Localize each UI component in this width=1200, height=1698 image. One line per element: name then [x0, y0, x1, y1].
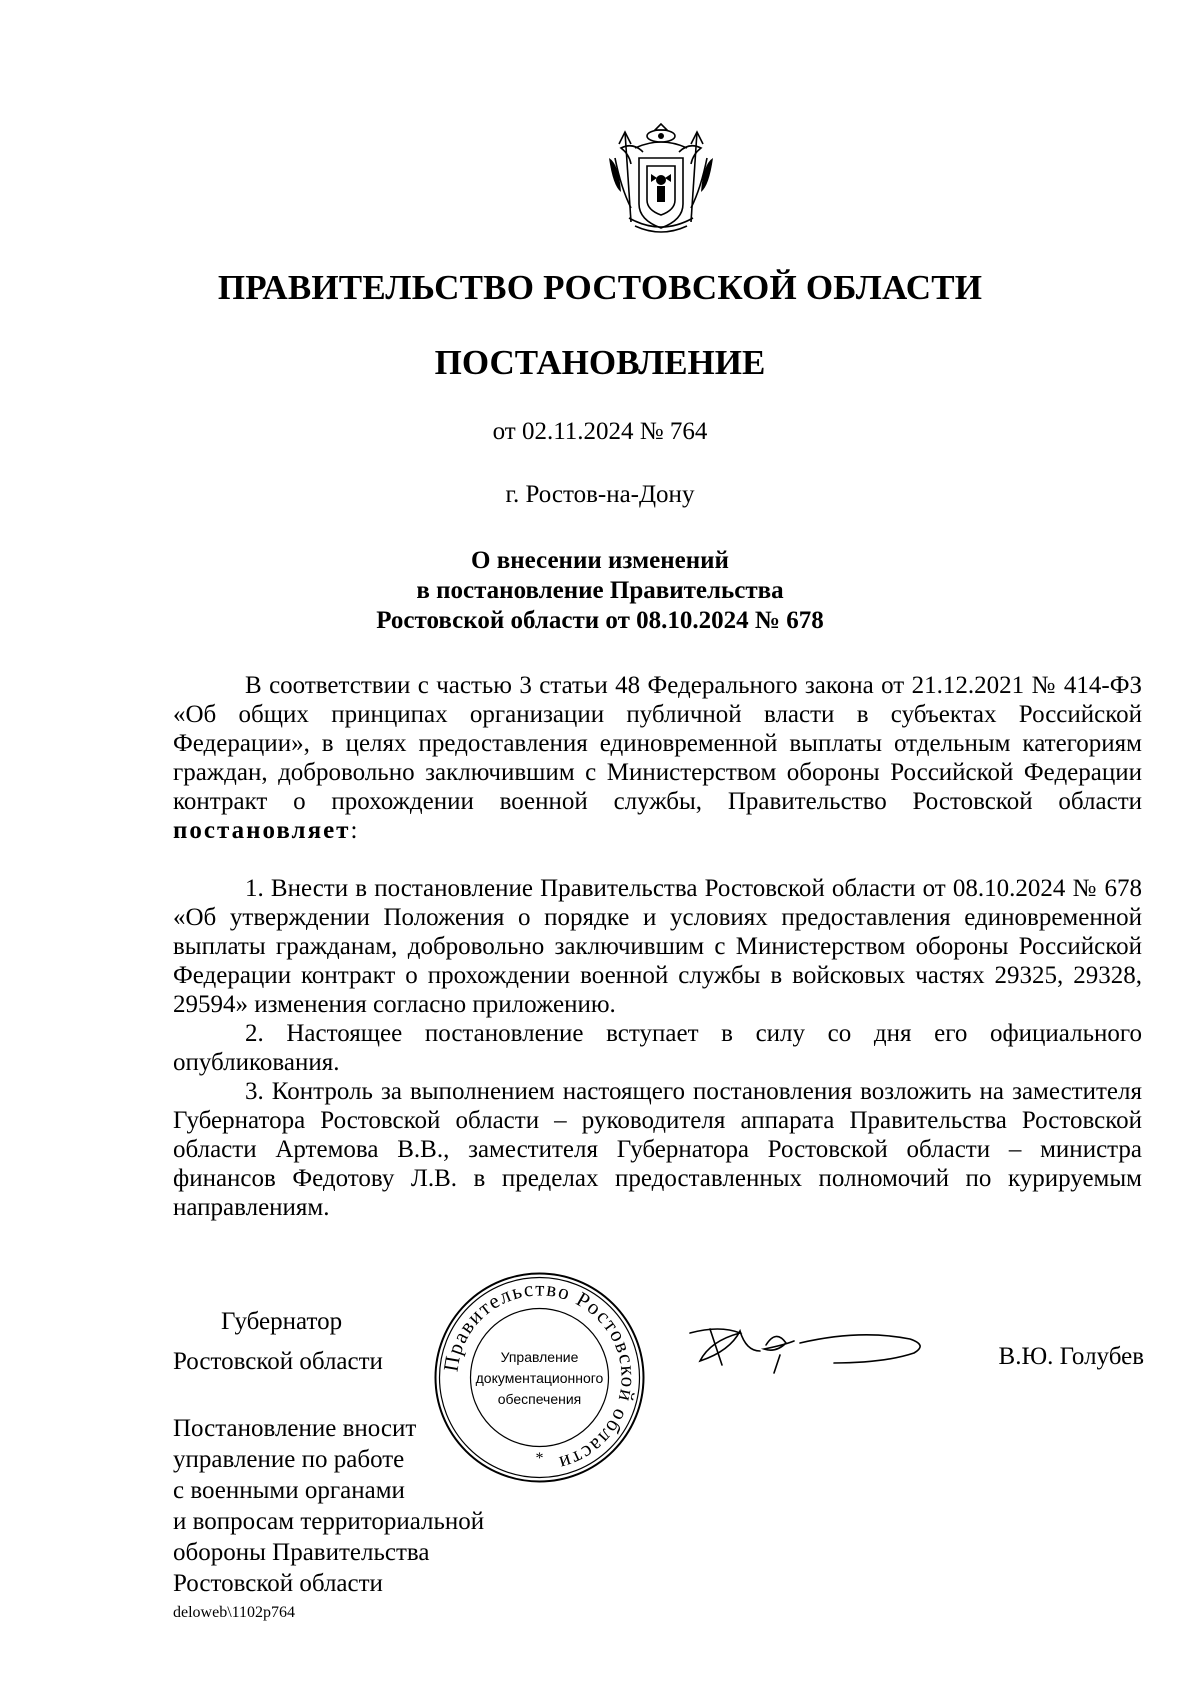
stamp-center-line: обеспечения — [497, 1391, 582, 1407]
stamp-ring-text: Правительство Ростовской области — [438, 1276, 641, 1477]
preamble-text: В соответствии с частью 3 статьи 48 Федерального закона от 21.12.2021 № 414-ФЗ «Об общих принципах организации публичной власти в субъектах Российской Федерации», в целях предоставления единовременной выплаты отдельным категориям граждан, добровольно заключившим с Министерством обороны Российской Федерации контракт о прохождении военной службы, Правительство Ростовской области — [173, 672, 1142, 815]
document-city: г. Ростов-на-Дону — [505, 481, 695, 508]
signatory-title — [173, 1302, 383, 1382]
item-paragraph-1: 1. Внести в постановление Правительства Ростовской области от 08.10.2024 № 678 «Об утверждении Положения о порядке и условиях предоставления единовременной выплаты гражданам, добровольно заключившим с Министерством обороны Российской Федерации контракт о прохождении военной службы в войсковых частях 29325, 29328, 29594» изменения согласно приложению. — [173, 875, 1142, 1018]
stamp-star: * — [535, 1450, 544, 1467]
introducer-line: с военными органами — [173, 1477, 405, 1504]
subject-line: О внесении изменений — [471, 547, 729, 574]
document-body — [173, 671, 1142, 1222]
document-date-number: от 02.11.2024 № 764 — [492, 418, 708, 445]
introducer-note — [173, 1413, 484, 1599]
subject-line: Ростовской области от 08.10.2024 № 678 — [376, 607, 824, 634]
signatory-name: В.Ю. Голубев — [998, 1343, 1144, 1370]
handwritten-signature — [680, 1315, 935, 1385]
signatory-title-line: Ростовской области — [173, 1348, 383, 1375]
decree-colon: : — [350, 817, 358, 844]
stamp-center-line: Управление — [500, 1349, 579, 1365]
signatory-title-line: Губернатор — [221, 1308, 343, 1335]
decree-word: постановляет — [173, 817, 351, 844]
introducer-line: и вопросам территориальной — [173, 1508, 485, 1535]
document-type-title: ПОСТАНОВЛЕНИЕ — [434, 343, 766, 382]
coat-of-arms-emblem — [605, 118, 717, 242]
introducer-line: обороны Правительства — [173, 1539, 430, 1566]
stamp-center-line: документационного — [475, 1370, 604, 1386]
item-paragraph-2: 2. Настоящее постановление вступает в силу со дня его официального опубликования. — [173, 1020, 1142, 1076]
introducer-line: управление по работе — [173, 1446, 405, 1473]
item-paragraph-3: 3. Контроль за выполнением настоящего постановления возложить на заместителя Губернатора Ростовской области – руководителя аппарата Правительства Ростовской области Артемова В.В., заместителя Губернатора Ростовской области – министра финансов Федотову Л.В. в пределах предоставленных полномочий по курируемым направлениям. — [173, 1078, 1142, 1221]
file-reference: deloweb\1102p764 — [173, 1604, 296, 1621]
preamble-paragraph — [173, 671, 1142, 845]
introducer-line: Ростовской области — [173, 1570, 383, 1597]
organization-title: ПРАВИТЕЛЬСТВО РОСТОВСКОЙ ОБЛАСТИ — [217, 268, 983, 307]
subject-line: в постановление Правительства — [416, 577, 784, 604]
document-subject — [0, 546, 1200, 636]
introducer-line: Постановление вносит — [173, 1415, 417, 1442]
